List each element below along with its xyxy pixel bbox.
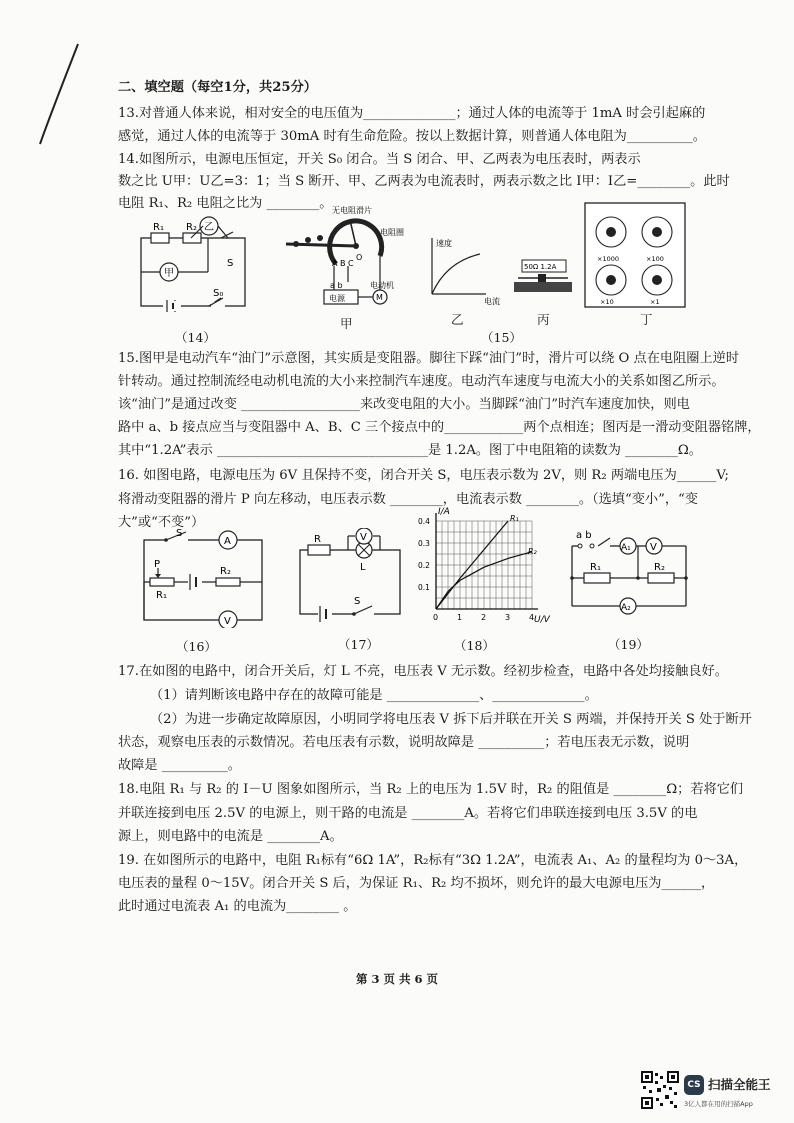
figure-15-bing-rheostat (508, 258, 578, 304)
fig14-s0-label: S₀ (213, 288, 224, 299)
figure-19-caption: （19） (608, 637, 649, 652)
x-tick-label: 2 (481, 613, 487, 622)
q14-line2: 数之比 U甲：U乙=3：1；当 S 断开、甲、乙两表为电流表时，两表示数之比 I甲：I乙=________。此时 (118, 174, 730, 189)
fig16-p-label: P (154, 559, 161, 570)
figure-15-yi-caption: 乙 (451, 312, 464, 327)
fig15-abc-label: A B C (332, 259, 354, 268)
camscanner-logo: CS (684, 1075, 704, 1095)
q17-line4: 状态，观察电压表的示数情况。若电压表有示数，说明故障是 __________；若电压表无示数，说明 (118, 735, 690, 750)
figure-19-circuit (564, 528, 694, 620)
fig19-ab-label: a b (576, 530, 592, 541)
q14-line1: 14.如图所示，电源电压恒定，开关 S₀ 闭合。当 S 闭合、甲、乙两表为电压表时，两表示 (118, 152, 641, 167)
fig19-r1-label: R₁ (590, 562, 601, 573)
y-tick-label: 0.1 (418, 583, 430, 592)
page-footer: 第 3 页 共 6 页 (355, 972, 439, 986)
fig17-voltmeter: V (360, 532, 367, 543)
chart-grid (436, 521, 532, 609)
fig15-x1: ×1 (650, 298, 660, 306)
q15-line3: 该“油门”是通过改变 __________________来改变电阻的大小。当脚踩“油门”时汽车速度加快，则电 (118, 397, 690, 412)
q18-line2: 并联连接到电压 2.5V 的电源上，则干路的电流是 ________A。若将它们串联连接到电压 3.5V 的电 (118, 806, 698, 821)
q19-line3: 此时通过电流表 A₁ 的电流为________ 。 (118, 899, 357, 914)
q13-line2: 感觉，通过人体的电流等于 30mA 时有生命危险。按以上数据计算，则普通人体电阻为__________。 (118, 129, 706, 144)
fig17-l-label: L (360, 562, 366, 573)
fig15-x100: ×100 (646, 255, 664, 263)
figure-16-caption: （16） (176, 639, 217, 654)
x-tick-label: 0 (433, 613, 439, 622)
x-tick-label: 1 (457, 613, 463, 622)
figure-15-ding-caption: 丁 (640, 312, 653, 327)
x-tick-label: 3 (505, 613, 511, 622)
y-tick-label: 0.4 (418, 517, 430, 526)
q15-line5: 其中“1.2A”表示 ________________________________是 1.2A。图丁中电阻箱的读数为 ________Ω。 (118, 443, 702, 458)
figure-15-caption: （15） (481, 330, 522, 345)
figure-14-caption: （14） (175, 330, 216, 345)
fig17-r-label: R (314, 534, 321, 545)
fig14-yi-meter: 乙 (204, 222, 214, 233)
q15-line1: 15.图甲是电动汽车“油门”示意图，其实质是变阻器。脚往下踩“油门”时，滑片可以绕 O 点在电阻圈上逆时 (118, 351, 740, 366)
fig16-r1-label: R₁ (156, 590, 167, 601)
q18-line1: 18.电阻 R₁ 与 R₂ 的 I－U 图象如图所示，当 R₂ 上的电压为 1.5V 时，R₂ 的阻值是 ________Ω；若将它们 (118, 782, 744, 797)
fig19-a2-meter: A₂ (621, 603, 631, 613)
fig14-r1-label: R₁ (153, 222, 164, 233)
y-axis-label: I/A (438, 507, 450, 517)
watermark-tagline: 3亿人都在用的扫描App (684, 1100, 753, 1108)
q15-line4: 路中 a、b 接点应当与变阻器中 A、B、C 三个接点中的____________两个点相连；图丙是一滑动变阻器铭牌， (118, 420, 761, 435)
fig15-battery-label: 电源 (329, 294, 345, 303)
figure-17-caption: （17） (338, 637, 379, 652)
figure-15-yi-speed-graph (424, 234, 514, 306)
fig19-r2-label: R₂ (654, 562, 665, 573)
fig15-o-label: O (356, 253, 363, 262)
fig15-coil-label: 电阻圈 (380, 228, 404, 237)
qr-code-icon (641, 1071, 679, 1109)
figure-15-jia-caption: 甲 (340, 316, 353, 331)
series-label-1: R₁ (510, 514, 519, 523)
q16-line2: 将滑动变阻器的滑片 P 向左移动，电压表示数 ________，电流表示数 ________。（选填“变小”，“变 (118, 492, 698, 507)
q19-line1: 19. 在如图所示的电路中，电阻 R₁标有“6Ω 1A”，R₂标有“3Ω 1.2A”，电流表 A₁、A₂ 的量程均为 0～3A， (118, 853, 748, 868)
q17-line5: 故障是 __________。 (118, 758, 241, 773)
fig14-r2-label: R₂ (186, 222, 197, 233)
fig15-nameplate: 50Ω 1.2A (524, 263, 557, 271)
fig16-s-label: S (176, 528, 183, 539)
fig15-m-label: M (376, 293, 383, 302)
fig15-current-axis: 电流 (484, 297, 500, 306)
fig15-ab-label: a b (330, 281, 343, 290)
figure-16-circuit (136, 524, 272, 628)
pen-stroke-mark (30, 40, 90, 150)
fig17-s-label: S (354, 596, 361, 607)
chart-axes (436, 513, 538, 609)
fig15-speed-axis: 速度 (436, 239, 452, 248)
fig16-ammeter: A (224, 536, 231, 547)
q16-line1: 16. 如图电路，电源电压为 6V 且保持不变，闭合开关 S，电压表示数为 2V，则 R₂ 两端电压为______V; (118, 468, 729, 483)
fig15-x1000: ×1000 (597, 255, 619, 263)
q17-line1: 17.在如图的电路中，闭合开关后，灯 L 不亮，电压表 V 无示数。经初步检查，电路中各处均接触良好。 (118, 664, 728, 679)
fig19-voltmeter: V (650, 542, 657, 553)
x-tick-label: 4 (529, 613, 535, 622)
figure-15-ding-resistance-box (584, 202, 686, 308)
q17-line3: （2）为进一步确定故障原因，小明同学将电压表 V 拆下后并联在开关 S 两端，并保持开关 S 处于断开 (150, 712, 752, 727)
q13-line1: 13.对普通人体来说，相对安全的电压值为______________；通过人体的电流等于 1mA 时会引起麻的 (118, 106, 706, 121)
figure-18-iu-chart (414, 505, 554, 625)
chart-series (436, 514, 538, 609)
fig16-voltmeter: V (224, 616, 231, 627)
figure-18-caption: （18） (454, 638, 495, 653)
figure-15-jia-throttle (276, 204, 406, 312)
fig16-r2-label: R₂ (220, 566, 231, 577)
y-tick-label: 0.2 (418, 561, 430, 570)
fig14-jia-meter: 甲 (164, 268, 174, 279)
q18-line3: 源上，则电路中的电流是 ________A。 (118, 829, 343, 844)
fig15-slider-label: 无电阻滑片 (332, 206, 372, 215)
x-axis-label: U/V (534, 615, 550, 625)
y-tick-label: 0.3 (418, 539, 430, 548)
section-title: 二、填空题（每空1分，共25分） (118, 80, 317, 95)
fig15-x10: ×10 (600, 298, 614, 306)
q17-line2: （1）请判断该电路中存在的故障可能是 ______________、______________。 (150, 688, 598, 703)
fig19-a1-meter: A₁ (621, 543, 631, 553)
figure-14-circuit (133, 214, 253, 314)
q14-line3: 电阻 R₁、R₂ 电阻之比为 ________。 (118, 196, 333, 211)
q16-line3: 大”或“不变”） (118, 515, 205, 530)
fig14-s-label: S (227, 258, 234, 269)
q15-line2: 针转动。通过控制流经电动机电流的大小来控制汽车速度。电动汽车速度与电流大小的关系如图乙所示。 (118, 374, 725, 389)
watermark-app-name: 扫描全能王 (708, 1077, 771, 1092)
series-label-2: R₂ (528, 546, 537, 556)
fig15-motor-label: 电动机 (370, 281, 394, 290)
figure-15-bing-caption: 丙 (537, 312, 550, 327)
q19-line2: 电压表的量程 0～15V。闭合开关 S 后，为保证 R₁、R₂ 均不损坏，则允许的最大电源电压为______， (118, 876, 715, 891)
figure-17-circuit (292, 528, 412, 624)
